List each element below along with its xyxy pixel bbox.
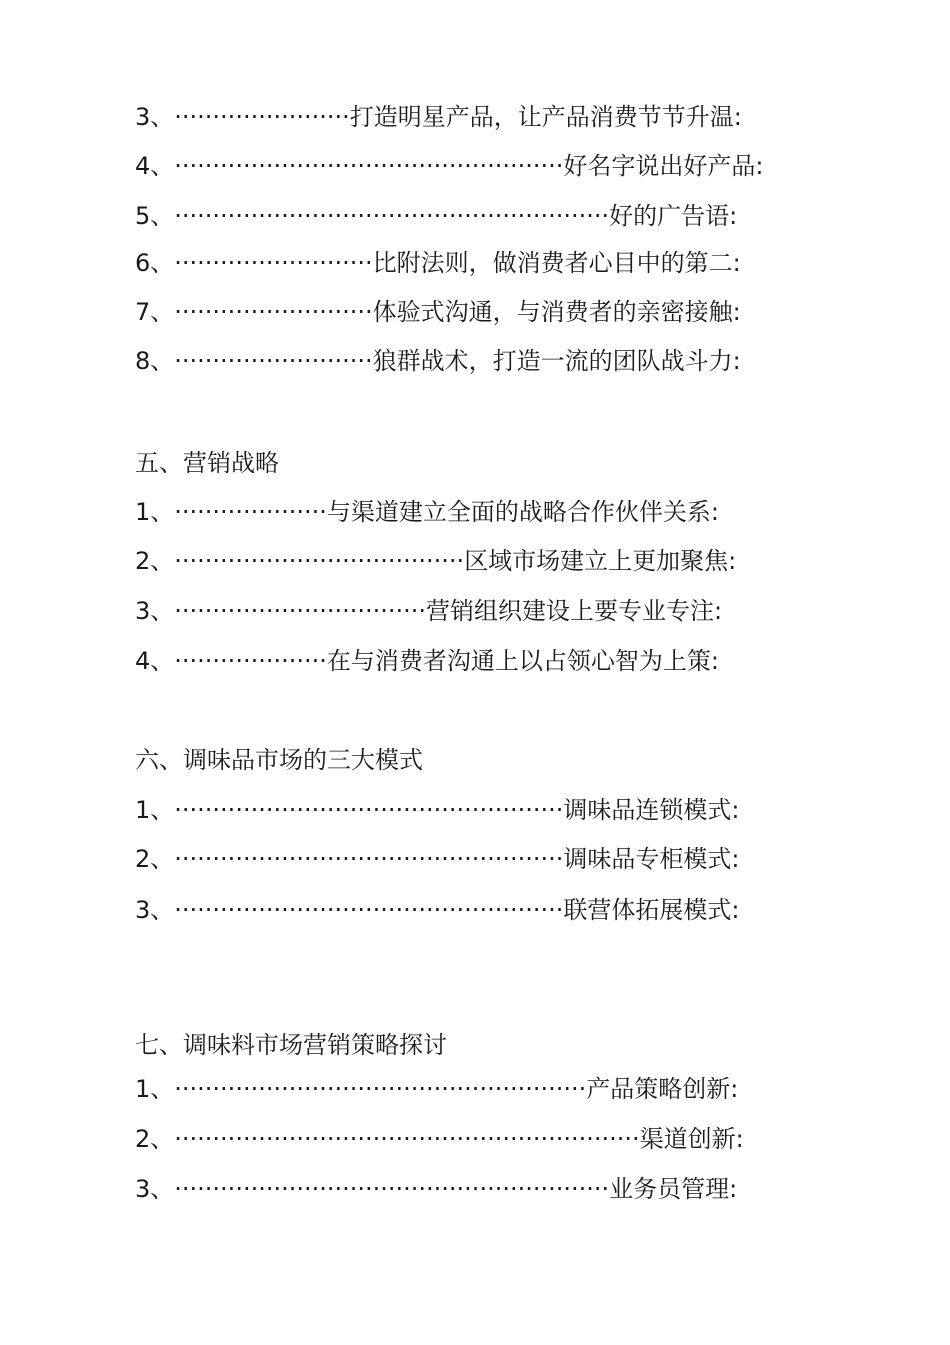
item-number: 1、 bbox=[135, 796, 175, 824]
dot-leader: ·························· bbox=[174, 347, 373, 375]
dot-leader: ·························· bbox=[174, 298, 373, 326]
item-number: 2、 bbox=[135, 845, 175, 873]
item-number: 8、 bbox=[135, 347, 175, 375]
toc-item bbox=[135, 1174, 737, 1204]
toc-item bbox=[135, 201, 737, 231]
toc-item bbox=[135, 1074, 738, 1104]
dot-leader: ························································· bbox=[174, 1175, 610, 1203]
item-title: 体验式沟通，与消费者的亲密接触: bbox=[372, 298, 741, 326]
toc-item bbox=[135, 546, 736, 576]
item-number: 4、 bbox=[135, 152, 175, 180]
toc-item bbox=[135, 596, 722, 626]
dot-leader: ······················· bbox=[174, 103, 350, 131]
dot-leader: ························································· bbox=[174, 202, 610, 230]
item-title: 产品策略创新: bbox=[586, 1075, 739, 1103]
item-title: 区域市场建立上更加聚焦: bbox=[464, 547, 737, 575]
item-title: 打造明星产品，让产品消费节节升温: bbox=[349, 103, 742, 131]
item-number: 5、 bbox=[135, 202, 175, 230]
item-number: 4、 bbox=[135, 647, 175, 675]
dot-leader: ··················································· bbox=[174, 845, 564, 873]
item-number: 1、 bbox=[135, 498, 175, 526]
item-number: 3、 bbox=[135, 1175, 175, 1203]
dot-leader: ································· bbox=[174, 597, 427, 625]
section-heading: 五、营销战略 bbox=[135, 449, 279, 477]
toc-item bbox=[135, 1124, 744, 1154]
toc-item bbox=[135, 346, 741, 376]
item-number: 1、 bbox=[135, 1075, 175, 1103]
dot-leader: ·························· bbox=[174, 249, 373, 277]
toc-item bbox=[135, 297, 741, 327]
dot-leader: ······································ bbox=[174, 547, 465, 575]
item-number: 2、 bbox=[135, 547, 175, 575]
section-heading: 六、调味品市场的三大模式 bbox=[135, 746, 423, 774]
section-heading: 七、调味料市场营销策略探讨 bbox=[135, 1031, 447, 1059]
toc-item bbox=[135, 248, 741, 278]
item-number: 2、 bbox=[135, 1125, 175, 1153]
toc-item bbox=[135, 895, 739, 925]
item-title: 与渠道建立全面的战略合作伙伴关系: bbox=[326, 498, 719, 526]
item-title: 营销组织建设上要专业专注: bbox=[426, 597, 723, 625]
item-number: 3、 bbox=[135, 103, 175, 131]
item-number: 3、 bbox=[135, 597, 175, 625]
item-title: 比附法则，做消费者心目中的第二: bbox=[372, 249, 741, 277]
item-title: 调味品专柜模式: bbox=[563, 845, 740, 873]
toc-item bbox=[135, 102, 742, 132]
toc-item bbox=[135, 497, 719, 527]
dot-leader: ······················································ bbox=[174, 1075, 587, 1103]
item-title: 在与消费者沟通上以占领心智为上策: bbox=[326, 647, 719, 675]
dot-leader: ···················· bbox=[174, 498, 327, 526]
item-title: 业务员管理: bbox=[609, 1175, 738, 1203]
item-title: 狼群战术，打造一流的团队战斗力: bbox=[372, 347, 741, 375]
item-title: 联营体拓展模式: bbox=[563, 896, 740, 924]
dot-leader: ··················································· bbox=[174, 896, 564, 924]
item-title: 好名字说出好产品: bbox=[563, 152, 764, 180]
item-number: 3、 bbox=[135, 896, 175, 924]
toc-item bbox=[135, 151, 763, 181]
dot-leader: ····························································· bbox=[174, 1125, 640, 1153]
toc-item bbox=[135, 795, 739, 825]
dot-leader: ··················································· bbox=[174, 152, 564, 180]
dot-leader: ···················· bbox=[174, 647, 327, 675]
toc-item bbox=[135, 844, 739, 874]
item-title: 渠道创新: bbox=[639, 1125, 744, 1153]
item-number: 6、 bbox=[135, 249, 175, 277]
dot-leader: ··················································· bbox=[174, 796, 564, 824]
toc-item bbox=[135, 646, 719, 676]
item-title: 好的广告语: bbox=[609, 202, 738, 230]
item-number: 7、 bbox=[135, 298, 175, 326]
item-title: 调味品连锁模式: bbox=[563, 796, 740, 824]
